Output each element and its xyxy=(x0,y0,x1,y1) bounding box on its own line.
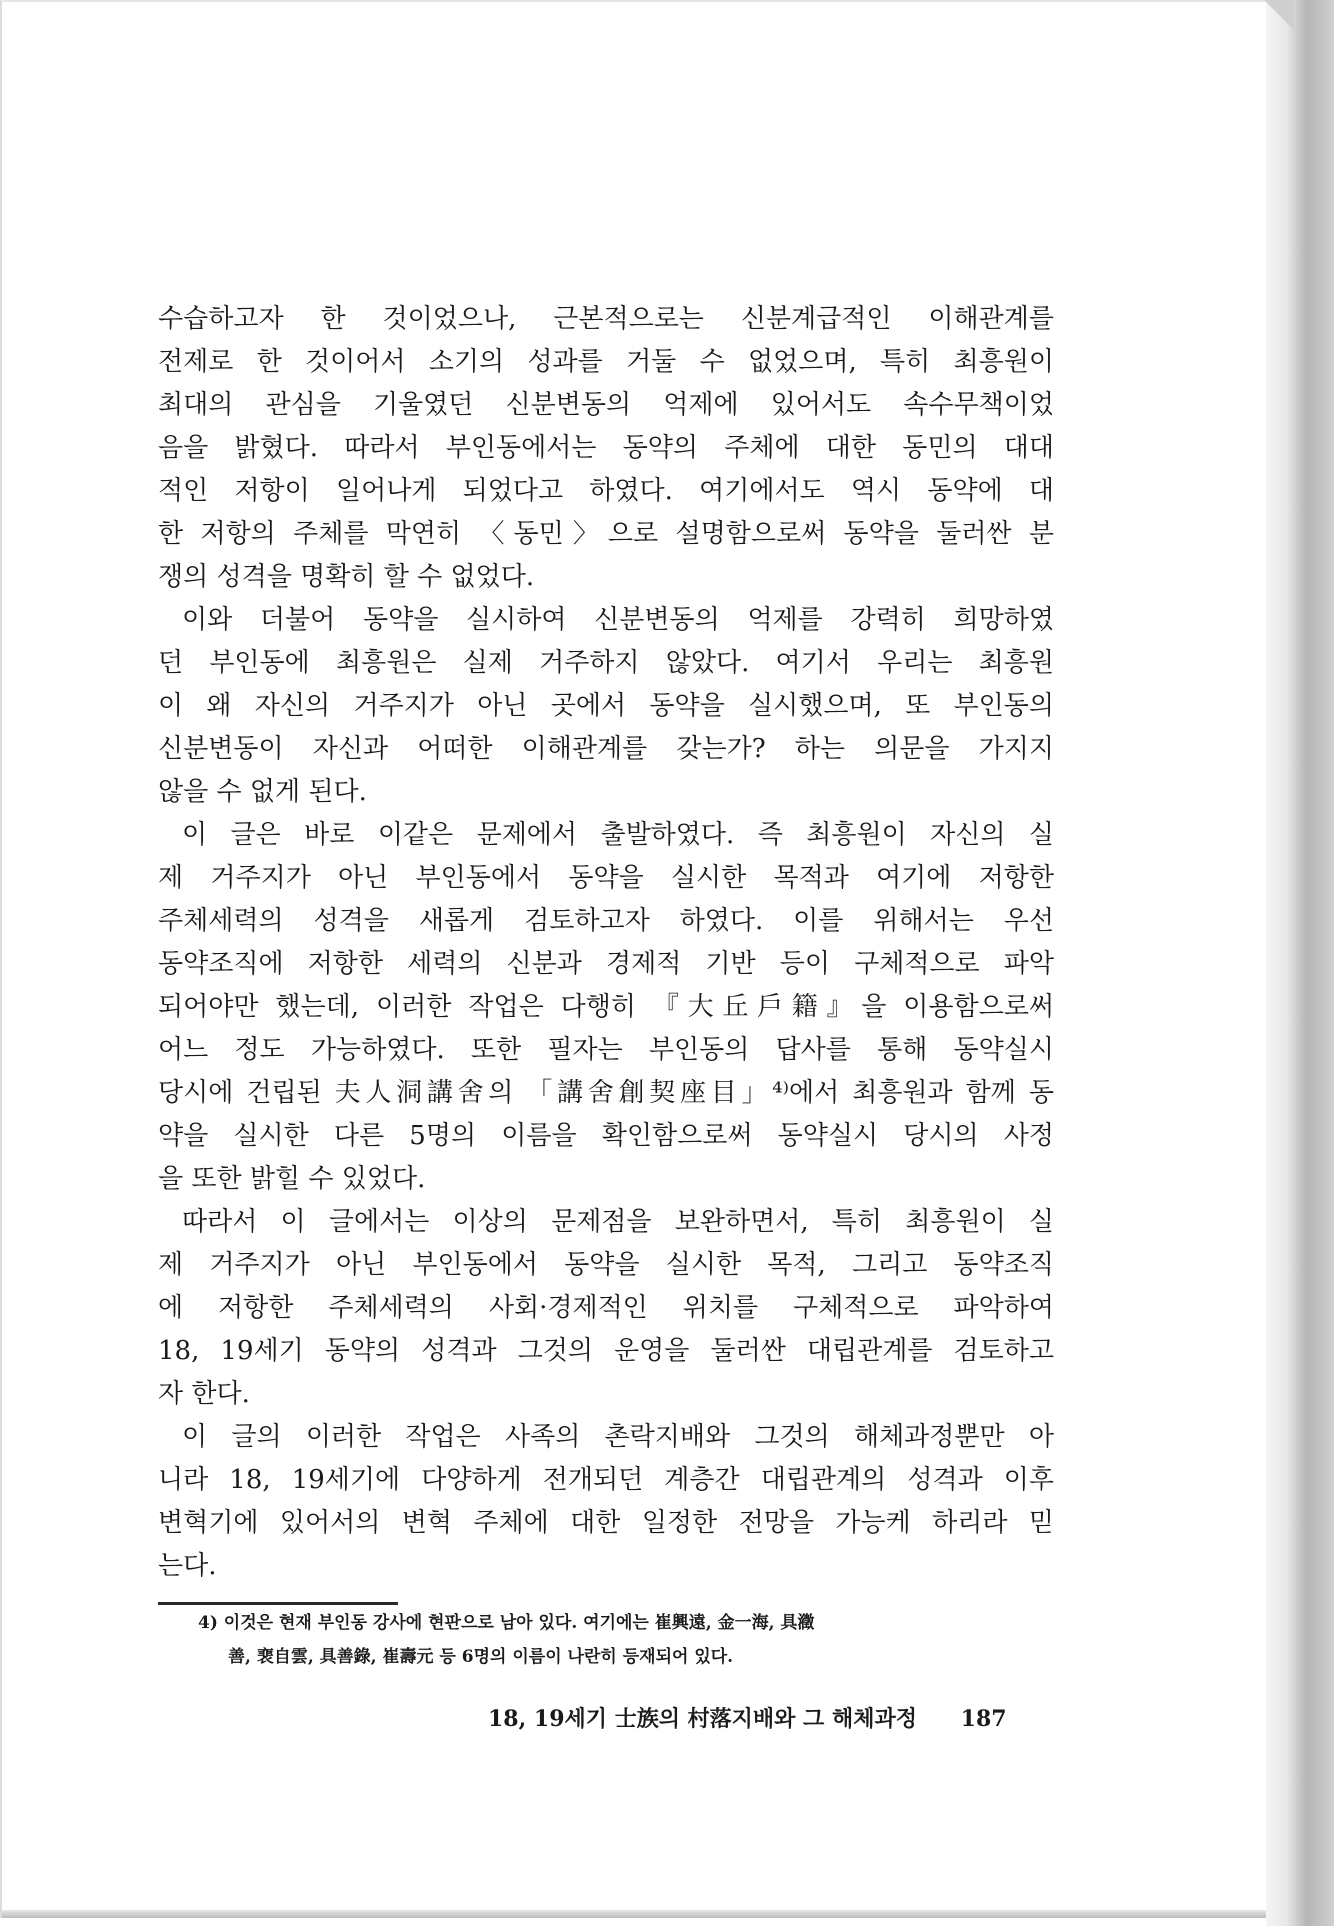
book-page-edge xyxy=(1266,0,1334,1926)
page-corner xyxy=(1264,0,1294,30)
text-line: 쟁의 성격을 명확히 할 수 없었다. xyxy=(158,562,535,592)
text-line: 이 왜 자신의 거주지가 아닌 곳에서 동약을 실시했으며, 또 부인동의 xyxy=(158,691,1054,721)
text-line: 이와 더불어 동약을 실시하여 신분변동의 억제를 강력히 희망하였 xyxy=(182,605,1054,635)
text-line: 수습하고자 한 것이었으나, 근본적으로는 신분계급적인 이해관계를 xyxy=(158,304,1054,334)
page-bottom-edge xyxy=(2,1910,1268,1918)
text-line: 따라서 이 글에서는 이상의 문제점을 보완하면서, 특히 최흥원이 실 xyxy=(182,1207,1054,1237)
text-line: 약을 실시한 다른 5명의 이름을 확인함으로써 동약실시 당시의 사정 xyxy=(158,1121,1054,1151)
body-text xyxy=(158,298,1054,1588)
page-number: 187 xyxy=(960,1706,1007,1732)
text-line: 최대의 관심을 기울였던 신분변동의 억제에 있어서도 속수무책이었 xyxy=(158,390,1054,420)
text-line: 자 한다. xyxy=(158,1379,250,1409)
text-line: 음을 밝혔다. 따라서 부인동에서는 동약의 주체에 대한 동민의 대대 xyxy=(158,433,1054,463)
text-line: 제 거주지가 아닌 부인동에서 동약을 실시한 목적과 여기에 저항한 xyxy=(158,863,1054,893)
footnote-line: 4) 이것은 현재 부인동 강사에 현판으로 남아 있다. 여기에는 崔興遠, 金一海, 具瀓 xyxy=(198,1613,815,1633)
running-footer-title: 18, 19세기 士族의 村落지배와 그 해체과정 xyxy=(488,1706,917,1732)
text-line: 이 글은 바로 이같은 문제에서 출발하였다. 즉 최흥원이 자신의 실 xyxy=(182,820,1054,850)
text-line: 어느 정도 가능하였다. 또한 필자는 부인동의 답사를 통해 동약실시 xyxy=(158,1035,1054,1065)
footnote-divider xyxy=(158,1602,398,1605)
text-line: 던 부인동에 최흥원은 실제 거주하지 않았다. 여기서 우리는 최흥원 xyxy=(158,648,1054,678)
text-line: 전제로 한 것이어서 소기의 성과를 거둘 수 없었으며, 특히 최흥원이 xyxy=(158,347,1054,377)
text-line: 동약조직에 저항한 세력의 신분과 경제적 기반 등이 구체적으로 파악 xyxy=(158,949,1054,979)
text-line: 18, 19세기 동약의 성격과 그것의 운영을 둘러싼 대립관계를 검토하고 xyxy=(158,1336,1054,1366)
text-line: 않을 수 없게 된다. xyxy=(158,777,367,807)
text-line: 한 저항의 주체를 막연히 〈동민〉으로 설명함으로써 동약을 둘러싼 분 xyxy=(158,519,1054,549)
text-line: 는다. xyxy=(158,1551,217,1581)
text-line: 되어야만 했는데, 이러한 작업은 다행히 『大丘戶籍』을 이용함으로써 xyxy=(158,992,1054,1022)
text-line: 을 또한 밝힐 수 있었다. xyxy=(158,1164,426,1194)
text-line: 에 저항한 주체세력의 사회·경제적인 위치를 구체적으로 파악하여 xyxy=(158,1293,1054,1323)
running-footer xyxy=(488,1702,1028,1733)
text-line: 당시에 건립된 夫人洞講舍의 「講舍創契座目」⁴⁾에서 최흥원과 함께 동 xyxy=(158,1078,1054,1108)
text-line: 이 글의 이러한 작업은 사족의 촌락지배와 그것의 해체과정뿐만 아 xyxy=(182,1422,1054,1452)
text-line: 제 거주지가 아닌 부인동에서 동약을 실시한 목적, 그리고 동약조직 xyxy=(158,1250,1054,1280)
text-line: 적인 저항이 일어나게 되었다고 하였다. 여기에서도 역시 동약에 대 xyxy=(158,476,1054,506)
footnote-line: 善, 裵自雲, 具善錄, 崔壽元 등 6명의 이름이 나란히 등재되어 있다. xyxy=(228,1647,734,1667)
text-line: 변혁기에 있어서의 변혁 주체에 대한 일정한 전망을 가능케 하리라 믿 xyxy=(158,1508,1054,1538)
text-line: 신분변동이 자신과 어떠한 이해관계를 갖는가? 하는 의문을 가지지 xyxy=(158,734,1054,764)
footnote xyxy=(198,1606,1054,1674)
text-line: 주체세력의 성격을 새롭게 검토하고자 하였다. 이를 위해서는 우선 xyxy=(158,906,1054,936)
text-line: 니라 18, 19세기에 다양하게 전개되던 계층간 대립관계의 성격과 이후 xyxy=(158,1465,1054,1495)
